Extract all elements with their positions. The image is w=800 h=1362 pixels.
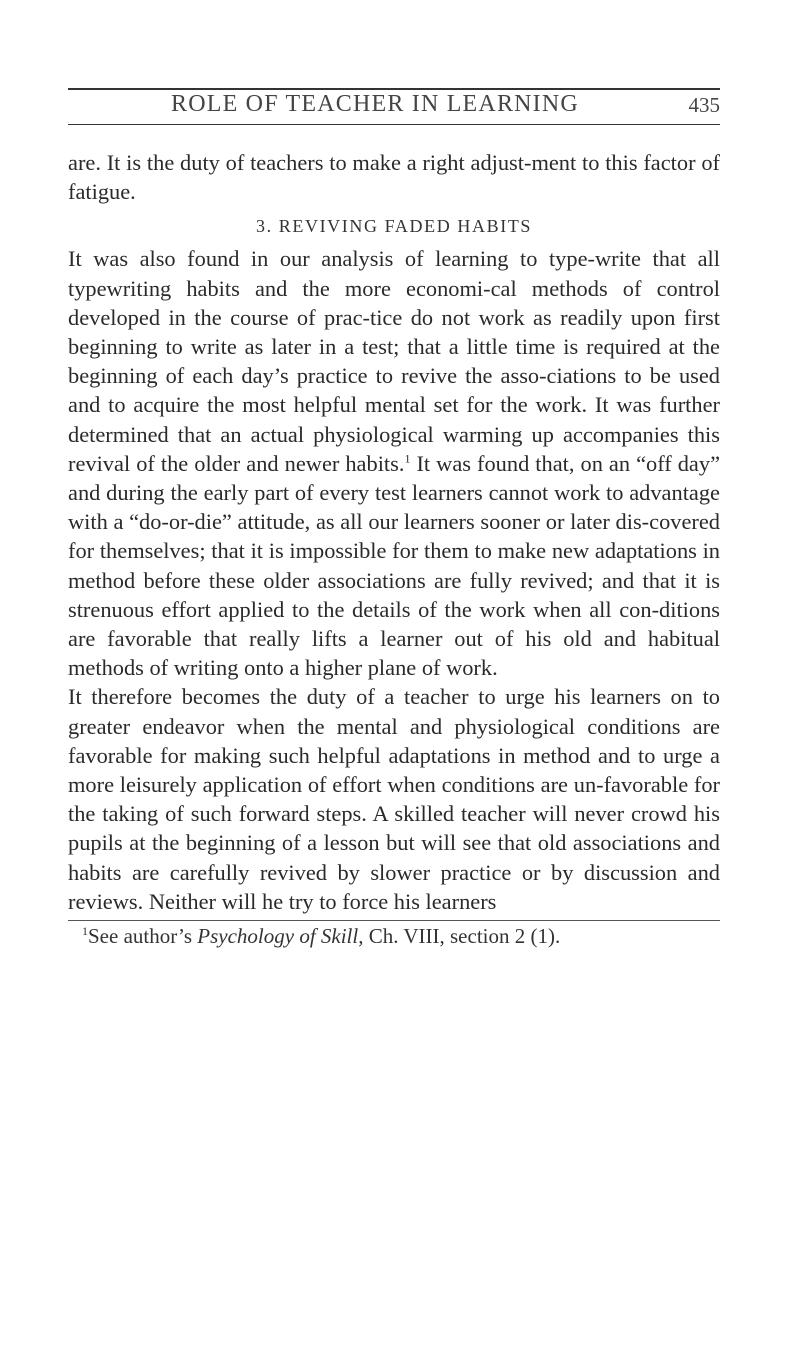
continuation-paragraph: are. It is the duty of teachers to make a right adjust-ment to this factor of fatigue. xyxy=(68,150,720,205)
paragraph-1-rest: It was found that, on an “off day” and during the early part of every test learners cannot work to advantage with a “do-or-die” attitude, as all our learners sooner or later dis-covered for themselves; that it is impossible for them to make new adaptations in method before these older associations are fully revived; and that it is strenuous effort applied to the details of the work when all con-ditions are favorable that really lifts a learner out of his old and habitual methods of writing onto a higher plane of work. xyxy=(68,450,721,681)
footnote-prefix: See author’s xyxy=(88,924,198,949)
running-title: ROLE OF TEACHER IN LEARNING xyxy=(171,91,579,117)
footnote-book-title: Psychology of Skill xyxy=(197,924,359,949)
footnote-rule xyxy=(68,920,720,921)
body-text xyxy=(68,148,720,916)
page-number: 435 xyxy=(688,93,720,117)
running-head xyxy=(68,90,720,125)
paragraph-teacher-duty: It therefore becomes the duty of a teacher to urge his learners on to greater endeavor when the mental and physiological conditions are favorable for making such helpful adaptations in method and to urge a more leisurely application of effort when conditions are un-favorable for the taking of such forward steps. A skilled teacher will never crowd his pupils at the beginning of a lesson but will see that old associations and habits are carefully revived by slower practice or by discussion and reviews. Neither will he try to force his learners xyxy=(68,684,720,914)
section-heading: 3. REVIVING FADED HABITS xyxy=(255,216,533,237)
paragraph-reviving-habits xyxy=(68,244,720,682)
footnote-reference: 1 xyxy=(404,451,411,466)
footnote-suffix: , Ch. VIII, section 2 (1). xyxy=(358,924,561,949)
footnote-mark: 1 xyxy=(82,924,88,939)
footnote xyxy=(68,923,720,949)
book-page xyxy=(68,88,720,949)
paragraph-1-main: It was also found in our analysis of learning to type-write that all typewriting habits and the more economi-cal methods of control developed in the course of prac-tice do not work as readily upon first beginning to write as later in a test; that a little time is required at the beginning of each day’s practice to revive the asso-ciations to be used and to acquire the most helpful mental set for the work. It was further determined that an actual physiological warming up accompanies this revival of the older and newer habits. xyxy=(68,246,720,476)
